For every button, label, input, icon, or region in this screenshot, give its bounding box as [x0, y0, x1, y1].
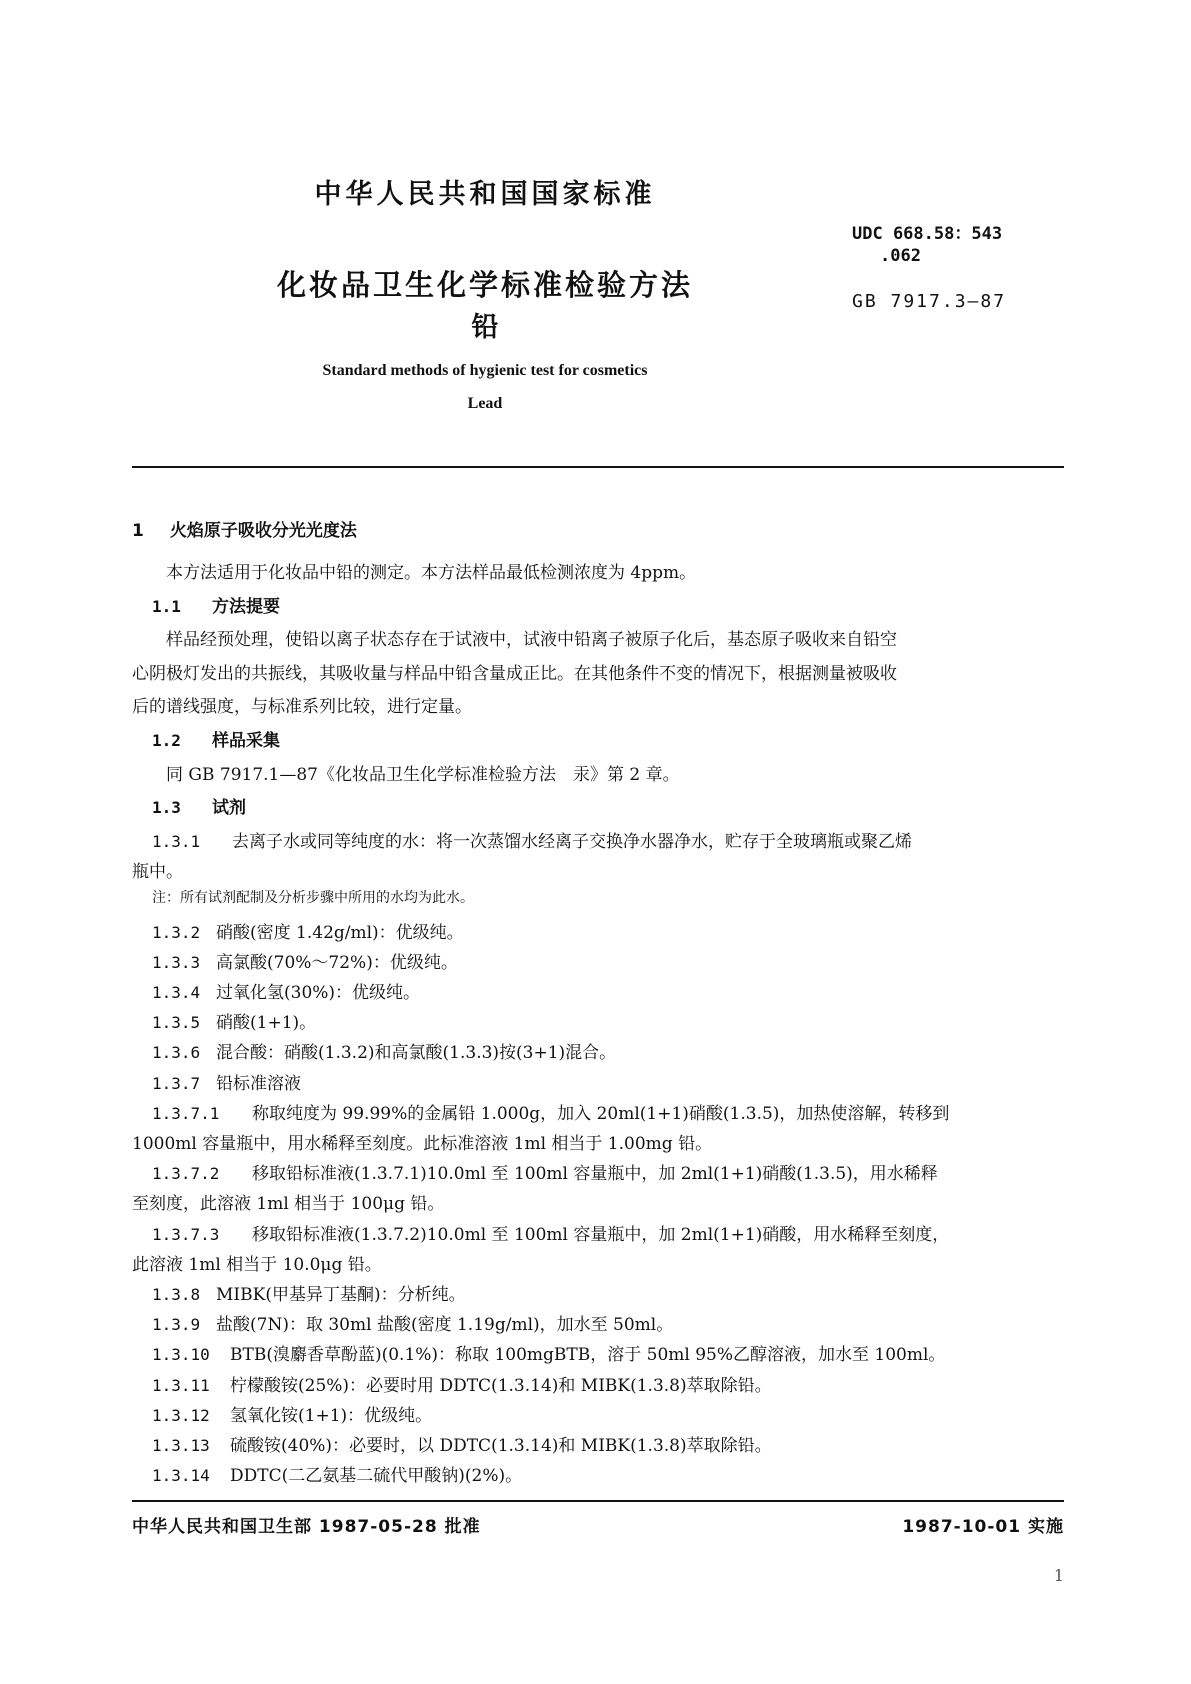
paragraph-line: 1000ml 容量瓶中，用水稀释至刻度。此标准溶液 1ml 相当于 1.00mg 铅。: [132, 1134, 713, 1154]
udc-code-continued: .062: [880, 246, 921, 266]
reagent-item: [152, 1310, 673, 1335]
item-text: 称取纯度为 99.99%的金属铅 1.000g，加入 20ml(1+1)硝酸(1.3.5)，加热使溶解，转移到: [252, 1103, 950, 1124]
reagent-item: [152, 1280, 466, 1305]
reagent-item: [152, 1008, 316, 1033]
paragraph-line: 此溶液 1ml 相当于 10.0μg 铅。: [132, 1254, 382, 1275]
paragraph: 本方法适用于化妆品中铅的测定。本方法样品最低检测浓度为 4ppm。: [166, 563, 697, 583]
item-text: 硫酸铵(40%)：必要时，以 DDTC(1.3.14)和 MIBK(1.3.8)萃取除铅。: [230, 1436, 772, 1456]
reagent-item: [152, 1069, 301, 1094]
reagent-item: [152, 1340, 945, 1365]
item-text: 氢氧化铵(1+1)：优级纯。: [230, 1405, 433, 1426]
reagent-item: [152, 1038, 616, 1063]
item-number: 1.3.2: [152, 922, 201, 942]
reagent-item: [152, 948, 458, 973]
document-subtitle: 铅: [471, 312, 499, 343]
reagent-item: [152, 1461, 522, 1486]
item-number: 1.3.13: [152, 1436, 210, 1455]
approval-statement: 中华人民共和国卫生部 1987-05-28 批准: [132, 1517, 481, 1537]
item-number: 1.3.5: [152, 1013, 201, 1033]
reagent-item: [152, 1371, 772, 1396]
paragraph-line: 至刻度，此溶液 1ml 相当于 100μg 铅。: [132, 1194, 445, 1215]
item-number: 1.3.6: [152, 1043, 201, 1063]
paragraph-line: 样品经预处理，使铅以离子状态存在于试液中，试液中铅离子被原子化后，基态原子吸收来自铅空: [166, 630, 897, 650]
header-divider: [132, 466, 1064, 468]
section-title: 方法提要: [212, 597, 280, 617]
section-1-1-heading: [152, 592, 280, 617]
effective-date: 1987-10-01 实施: [902, 1517, 1064, 1537]
item-number: 1.3.7.1: [152, 1103, 220, 1123]
item-number: 1.3.14: [152, 1466, 210, 1486]
paragraph-line: 后的谱线强度，与标准系列比较，进行定量。: [132, 697, 472, 717]
section-title: 火焰原子吸收分光光度法: [169, 521, 357, 541]
item-number: 1.3.12: [152, 1405, 210, 1425]
item-number: 1.3.3: [152, 952, 201, 972]
udc-code: UDC 668.58：543: [852, 224, 1003, 244]
item-number: 1.3.7: [152, 1073, 201, 1093]
item-text: 硝酸(1+1)。: [216, 1013, 317, 1034]
section-1-3-heading: [152, 793, 246, 818]
item-number: 1.3.10: [152, 1345, 210, 1365]
item-number: 1.3.4: [152, 983, 201, 1002]
reagent-item: [152, 1431, 772, 1456]
section-number: 1: [132, 521, 144, 541]
reagent-item: [152, 1401, 432, 1426]
item-text: MIBK(甲基异丁基酮)：分析纯。: [216, 1285, 466, 1305]
note: 注：所有试剂配制及分析步骤中所用的水均为此水。: [152, 890, 474, 907]
section-number: 1.3: [152, 798, 181, 817]
paragraph: 同 GB 7917.1—87《化妆品卫生化学标准检验方法 汞》第 2 章。: [166, 765, 680, 785]
document-title: 化妆品卫生化学标准检验方法: [276, 268, 693, 302]
reagent-item: [152, 918, 464, 943]
english-title: Standard methods of hygienic test for cosmetics: [322, 362, 648, 379]
item-number: 1.3.1: [152, 832, 201, 851]
item-text: 盐酸(7N)：取 30ml 盐酸(密度 1.19g/ml)，加水至 50ml。: [216, 1315, 674, 1336]
english-subtitle: Lead: [467, 395, 503, 412]
national-standard-heading: 中华人民共和国国家标准: [314, 179, 656, 210]
section-number: 1.2: [152, 731, 181, 750]
reagent-item: [152, 827, 912, 852]
page-number: 1: [1053, 1566, 1064, 1585]
footer-divider: [132, 1500, 1064, 1502]
item-number: 1.3.9: [152, 1315, 201, 1335]
item-text: BTB(溴麝香草酚蓝)(0.1%)：称取 100mgBTB，溶于 50ml 95%乙醇溶液，加水至 100ml。: [230, 1345, 946, 1366]
section-title: 样品采集: [212, 731, 280, 751]
item-text: 混合酸：硝酸(1.3.2)和高氯酸(1.3.3)按(3+1)混合。: [216, 1043, 617, 1064]
reagent-item: [152, 1159, 938, 1184]
item-number: 1.3.7.2: [152, 1164, 220, 1184]
paragraph-line: 瓶中。: [132, 862, 183, 883]
reagent-item: [152, 1099, 949, 1124]
item-number: 1.3.8: [152, 1285, 201, 1304]
paragraph-line: 心阴极灯发出的共振线，其吸收量与样品中铅含量成正比。在其他条件不变的情况下，根据测量被吸收: [132, 664, 897, 684]
section-number: 1.1: [152, 597, 181, 616]
gb-standard-number: GB 7917.3—87: [852, 291, 1007, 312]
item-text: 去离子水或同等纯度的水：将一次蒸馏水经离子交换净水器净水，贮存于全玻璃瓶或聚乙烯: [232, 832, 912, 852]
item-text: 铅标准溶液: [216, 1073, 301, 1094]
reagent-item: [152, 1220, 949, 1245]
item-text: 移取铅标准液(1.3.7.2)10.0ml 至 100ml 容量瓶中，加 2ml(1+1)硝酸，用水稀释至刻度，: [252, 1224, 950, 1245]
item-text: 过氧化氢(30%)：优级纯。: [216, 983, 421, 1003]
item-text: 硝酸(密度 1.42g/ml)：优级纯。: [216, 922, 464, 943]
item-text: 移取铅标准液(1.3.7.1)10.0ml 至 100ml 容量瓶中，加 2ml(1+1)硝酸(1.3.5)，用水稀释: [252, 1164, 938, 1185]
section-title: 试剂: [212, 798, 246, 818]
item-number: 1.3.7.3: [152, 1224, 220, 1244]
item-text: DDTC(二乙氨基二硫代甲酸钠)(2%)。: [230, 1466, 523, 1487]
item-text: 高氯酸(70%～72%)：优级纯。: [216, 952, 458, 973]
section-1-2-heading: [152, 726, 280, 751]
item-text: 柠檬酸铵(25%)：必要时用 DDTC(1.3.14)和 MIBK(1.3.8)萃取除铅。: [230, 1375, 772, 1396]
reagent-item: [152, 978, 420, 1003]
item-number: 1.3.11: [152, 1375, 210, 1395]
section-1-heading: [132, 516, 357, 541]
